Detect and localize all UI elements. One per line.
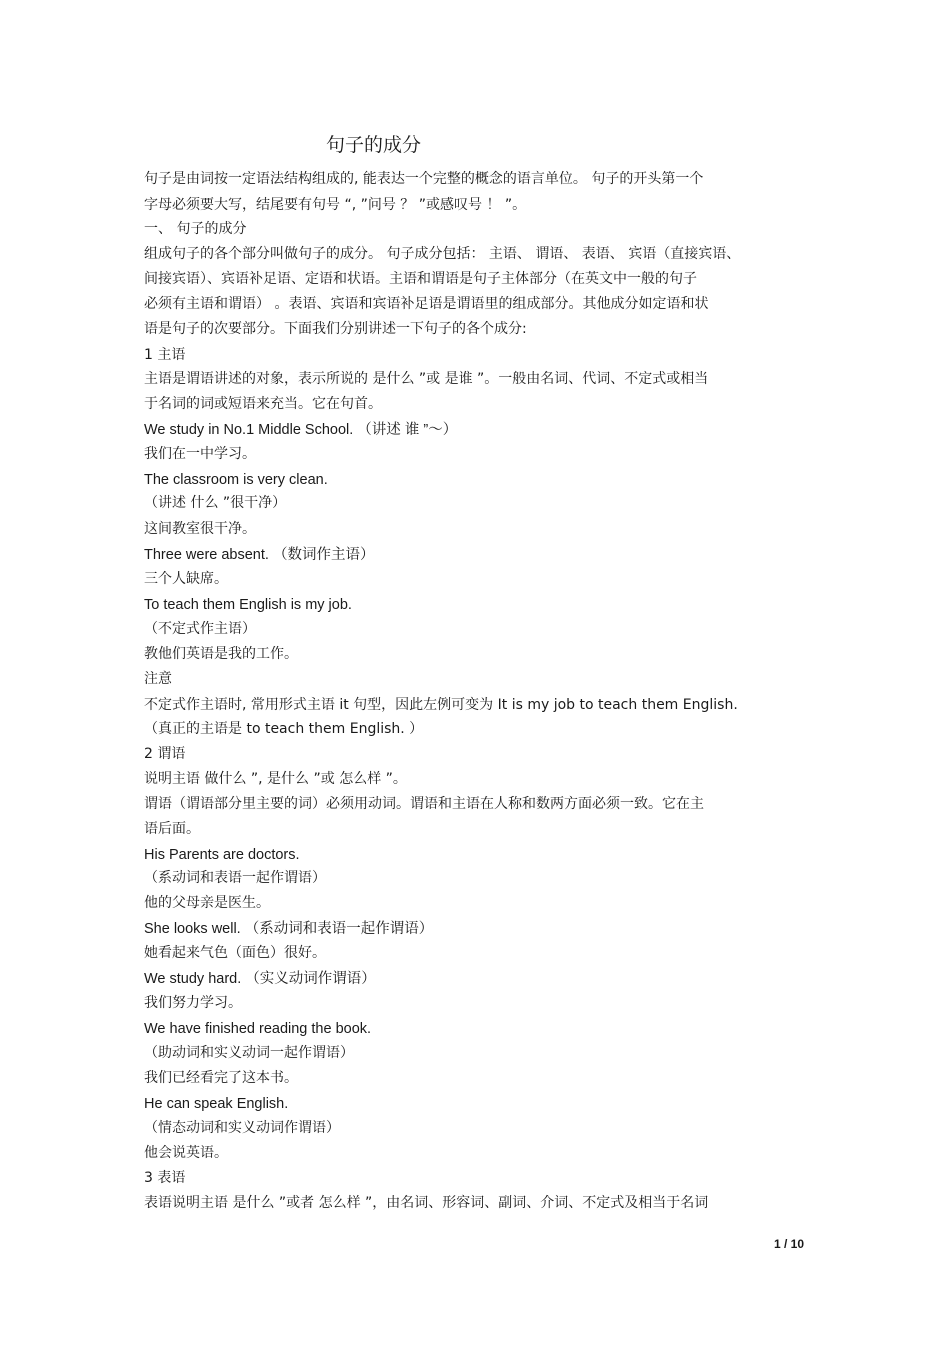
translation-line: 三个人缺席。 (144, 571, 228, 587)
text-line: 一、 句子的成分 (144, 221, 247, 237)
page-title: 句子的成分 (326, 134, 422, 156)
section-heading: 1 主语 (144, 347, 186, 363)
note-line: （讲述 什么 ”很干净） (144, 495, 287, 511)
translation-line: 我们在一中学习。 (144, 446, 256, 462)
note-line: （情态动词和实义动词作谓语） (144, 1120, 340, 1136)
note-line: （真正的主语是 to teach them English. ） (144, 721, 424, 737)
example-sentence: His Parents are doctors. (144, 847, 300, 863)
translation-line: 教他们英语是我的工作。 (144, 646, 298, 662)
translation-line: 这间教室很干净。 (144, 521, 256, 537)
text-line: 于名词的词或短语来充当。它在句首。 (144, 396, 382, 412)
note-line: （系动词和表语一起作谓语） (144, 870, 326, 886)
text-line: 语是句子的次要部分。下面我们分别讲述一下句子的各个成分: (144, 321, 527, 337)
example-sentence: We have finished reading the book. (144, 1021, 372, 1037)
example-sentence: She looks well. （系动词和表语一起作谓语） (144, 921, 434, 937)
example-sentence: We study hard. （实义动词作谓语） (144, 971, 376, 987)
translation-line: 他的父母亲是医生。 (144, 895, 270, 911)
text-line: 字母必须要大写，结尾要有句号 “, ”问号 ？ ”或感叹号 ！ ”。 (144, 197, 527, 213)
text-line: 表语说明主语 是什么 ”或者 怎么样 ”，由名词、形容词、副词、介词、不定式及相当于名词 (144, 1195, 709, 1211)
text-line: 必须有主语和谓语） 。表语、宾语和宾语补足语是谓语里的组成部分。其他成分如定语和状 (144, 296, 709, 312)
section-heading: 3 表语 (144, 1170, 186, 1186)
text-line: 间接宾语）、宾语补足语、定语和状语。主语和谓语是句子主体部分（在英文中一般的句子 (144, 271, 697, 287)
example-sentence: The classroom is very clean. (144, 472, 328, 488)
example-sentence: We study in No.1 Middle School. （讲述 谁 ”～） (144, 422, 458, 438)
translation-line: 她看起来气色（面色）很好。 (144, 945, 326, 961)
page-number: 1 / 10 (774, 1237, 805, 1251)
example-sentence: Three were absent. （数词作主语） (144, 547, 375, 563)
text-line: 不定式作主语时, 常用形式主语 it 句型，因此左例可变为 It is my job to teach them English. (144, 697, 738, 713)
text-line: 句子是由词按一定语法结构组成的, 能表达一个完整的概念的语言单位。 句子的开头第一个 (144, 171, 704, 187)
text-line: 语后面。 (144, 821, 200, 837)
example-sentence: To teach them English is my job. (144, 597, 352, 613)
translation-line: 他会说英语。 (144, 1145, 228, 1161)
text-line: 说明主语 做什么 ”, 是什么 ”或 怎么样 ”。 (144, 771, 407, 787)
note-line: （不定式作主语） (144, 621, 256, 637)
translation-line: 我们努力学习。 (144, 995, 242, 1011)
section-heading: 2 谓语 (144, 746, 186, 762)
text-line: 主语是谓语讲述的对象，表示所说的 是什么 ”或 是谁 ”。一般由名词、代词、不定式或相当 (144, 371, 709, 387)
text-line: 组成句子的各个部分叫做句子的成分。 句子成分包括： 主语、 谓语、 表语、 宾语（直接宾语、 (144, 246, 741, 262)
text-line: 谓语（谓语部分里主要的词）必须用动词。谓语和主语在人称和数两方面必须一致。它在主 (144, 796, 704, 812)
note-line: （助动词和实义动词一起作谓语） (144, 1045, 354, 1061)
translation-line: 我们已经看完了这本书。 (144, 1070, 298, 1086)
text-line: 注意 (144, 671, 172, 687)
example-sentence: He can speak English. (144, 1096, 289, 1112)
